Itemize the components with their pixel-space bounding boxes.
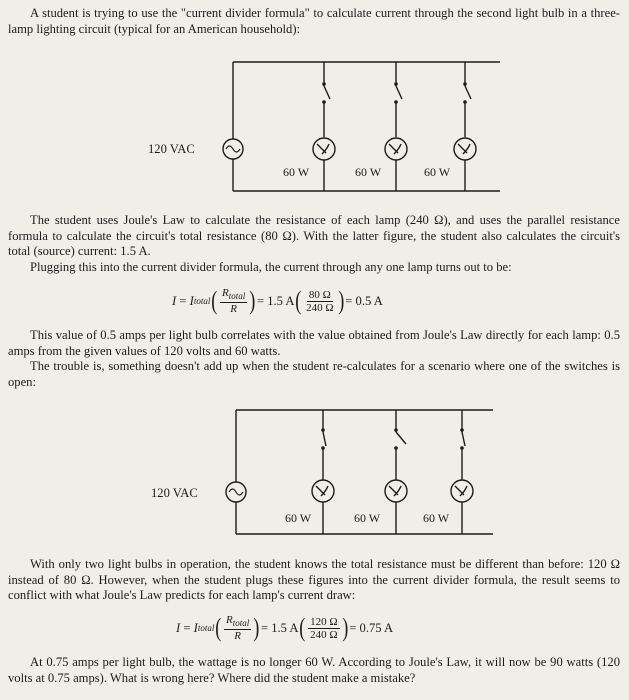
- lamp-icon: [385, 480, 407, 502]
- lamp-label: 60 W: [424, 165, 451, 179]
- value-paragraph: This value of 0.5 amps per light bulb correlates with the value obtained from Joule's Law directly for each lamp: 0.5 amps from the given values of 120 volts and 60 watts.: [8, 328, 620, 358]
- lamp-label: 60 W: [283, 165, 310, 179]
- plug-paragraph: Plugging this into the current divider formula, the current through any one lamp turns out to be:: [30, 260, 512, 274]
- lamp-icon: [385, 138, 407, 160]
- switch-contact-2: [394, 82, 398, 86]
- equation-2: I = I total ( $\frac{R_{total}}{R}$ ) = 1.5 A ( $\frac{120 \Omega}{240 \Omega}$ ) = 0.75 A: [176, 613, 394, 642]
- lamp-label: 60 W: [354, 511, 381, 525]
- ac-source-icon: [226, 482, 246, 502]
- trouble-paragraph: The trouble is, something doesn't add up when the student re-calculates for a scenario where one of the switches is open:: [8, 359, 620, 389]
- equation-1: I = I total ( $\frac{R_{total}}{R}$ ) = 1.5 A ( $\frac{80 \Omega}{240 \Omega}$ ) = 0.5 A: [172, 286, 383, 315]
- lamp-icon: [451, 480, 473, 502]
- ac-source-icon: [223, 139, 243, 159]
- lamp-icon: [454, 138, 476, 160]
- final-paragraph: At 0.75 amps per light bulb, the wattage is no longer 60 W. According to Joule's Law, it will now be 90 watts (120 volts at 0.75 amps). What is wrong here? Where did the student make a mistake?: [8, 655, 620, 685]
- lamp-icon: [313, 138, 335, 160]
- lamp-icon: [312, 480, 334, 502]
- switch-contact-1: [322, 82, 326, 86]
- lamp-label: 60 W: [423, 511, 450, 525]
- lamp-label: 60 W: [355, 165, 382, 179]
- circuit-diagram-2: [0, 398, 629, 558]
- intro-paragraph: A student is trying to use the "current divider formula" to calculate current through the second light bulb in a three-lamp lighting circuit (typical for an American household):: [8, 6, 620, 36]
- switch-contact-3: [463, 82, 467, 86]
- source-label: 120 VAC: [148, 142, 195, 156]
- lamp-label: 60 W: [285, 511, 312, 525]
- two-bulbs-paragraph: With only two light bulbs in operation, the student knows the total resistance must be different than before: 120 Ω instead of 80 Ω. However, when the student plugs these figures into the current divider formula, the result seems to conflict with what Joule's Law predicts for each lamp's current draw:: [8, 557, 620, 603]
- source-label: 120 VAC: [151, 486, 198, 500]
- joule-paragraph: The student uses Joule's Law to calculate the resistance of each lamp (240 Ω), and uses the parallel resistance formula to calculate the circuit's total resistance (80 Ω). With the latter figure, the student also calculates the circuit's total (source) current: 1.5 A.: [8, 213, 620, 259]
